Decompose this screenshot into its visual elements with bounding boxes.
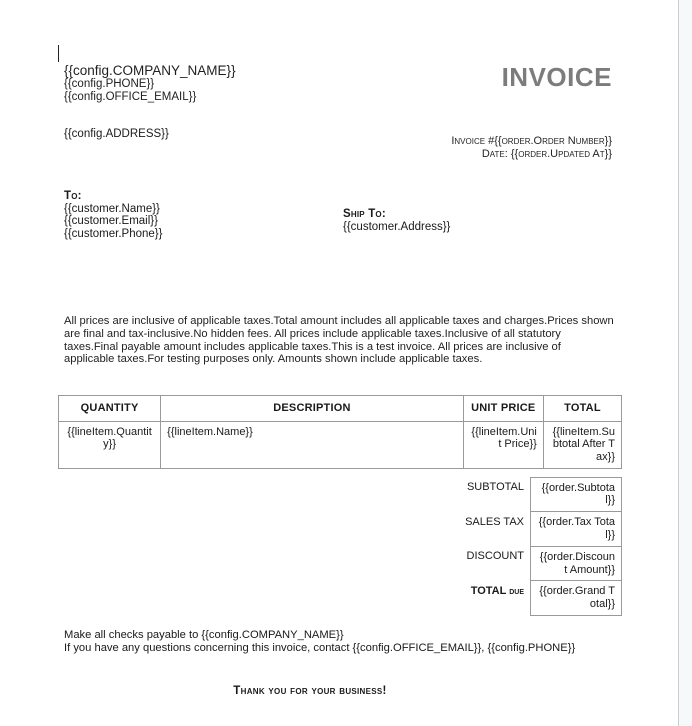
page-edge-gutter	[678, 0, 692, 726]
table-header-row	[59, 396, 622, 422]
invoice-header	[58, 42, 622, 160]
total-due-word: TOTAL	[470, 584, 507, 597]
bill-to-name: {{customer.Name}}	[64, 202, 160, 215]
company-phone: {{config.PHONE}}	[64, 78, 155, 90]
line-items-table[interactable]	[58, 395, 622, 468]
totals-row-total-due	[408, 581, 622, 616]
company-email: {{config.OFFICE_EMAIL}}	[64, 91, 197, 104]
discount-value[interactable]: {{order.Discount Amount}}	[531, 546, 622, 581]
invoice-body	[58, 42, 622, 697]
checks-payable-line: Make all checks payable to {{config.COMPANY_NAME}}	[64, 628, 344, 641]
total-due-value[interactable]: {{order.Grand Total}}	[531, 581, 622, 616]
subtotal-label: SUBTOTAL	[466, 481, 524, 494]
bill-to-email: {{customer.Email}}	[64, 215, 158, 228]
totals-section	[58, 477, 622, 616]
invoice-notes: All prices are inclusive of applicable taxes.Total amount includes all applicable taxes and charges.Prices shown are final and tax-inclusive.No hidden fees. All prices include applicable taxes.Inclusive of all statutory taxes.Final payable amount includes applicable taxes.This is a test invoice. All prices are inclusive of applicable taxes.For testing purposes only. Amounts shown include applicable taxes.	[64, 315, 614, 366]
ship-to-block	[343, 208, 450, 233]
table-row[interactable]	[59, 421, 622, 468]
header-unit-price: UNIT PRICE	[463, 396, 543, 422]
questions-contact-line: If you have any questions concerning this invoice, contact {{config.OFFICE_EMAIL}}, {{config.PHONE}}	[64, 641, 576, 654]
line-items-table-wrapper	[58, 395, 622, 468]
thank-you-message: Thank you for your business!	[233, 685, 387, 698]
ship-to-address: {{customer.Address}}	[343, 220, 451, 233]
header-total: TOTAL	[543, 396, 621, 422]
invoice-title: INVOICE	[501, 62, 612, 92]
total-due-label	[408, 581, 531, 616]
bill-to-label: To:	[64, 190, 82, 202]
invoice-meta-block	[451, 135, 612, 161]
totals-row-subtotal	[408, 477, 622, 512]
bill-to-phone: {{customer.Phone}}	[64, 227, 163, 240]
bill-to-block	[64, 190, 162, 240]
sales-tax-value[interactable]: {{order.Tax Total}}	[531, 512, 622, 547]
cell-description[interactable]: {{lineItem.Name}}	[161, 421, 464, 468]
parties-section	[58, 190, 622, 260]
company-name: {{config.COMPANY_NAME}}	[64, 63, 236, 78]
subtotal-value[interactable]: {{order.Subtotal}}	[531, 477, 622, 512]
header-description: DESCRIPTION	[161, 396, 464, 422]
discount-label: DISCOUNT	[466, 550, 524, 563]
total-due-suffix: due	[509, 584, 524, 597]
totals-table[interactable]	[408, 477, 622, 616]
sales-tax-label: SALES TAX	[465, 515, 524, 528]
cell-quantity[interactable]: {{lineItem.Quantity}}	[59, 421, 161, 468]
company-address: {{config.ADDRESS}}	[64, 128, 169, 140]
ship-to-label: Ship To:	[343, 208, 386, 220]
company-info-block	[64, 63, 236, 104]
invoice-number-line: Invoice #{{order.Order Number}}	[451, 135, 612, 147]
totals-row-sales-tax	[408, 512, 622, 547]
header-quantity: QUANTITY	[59, 396, 161, 422]
cell-unit-price[interactable]: {{lineItem.Unit Price}}	[463, 421, 543, 468]
cell-total[interactable]: {{lineItem.Subtotal After Tax}}	[543, 421, 621, 468]
invoice-date-line: Date: {{order.Updated At}}	[481, 148, 612, 160]
totals-row-discount	[408, 546, 622, 581]
payment-instructions	[58, 629, 622, 654]
